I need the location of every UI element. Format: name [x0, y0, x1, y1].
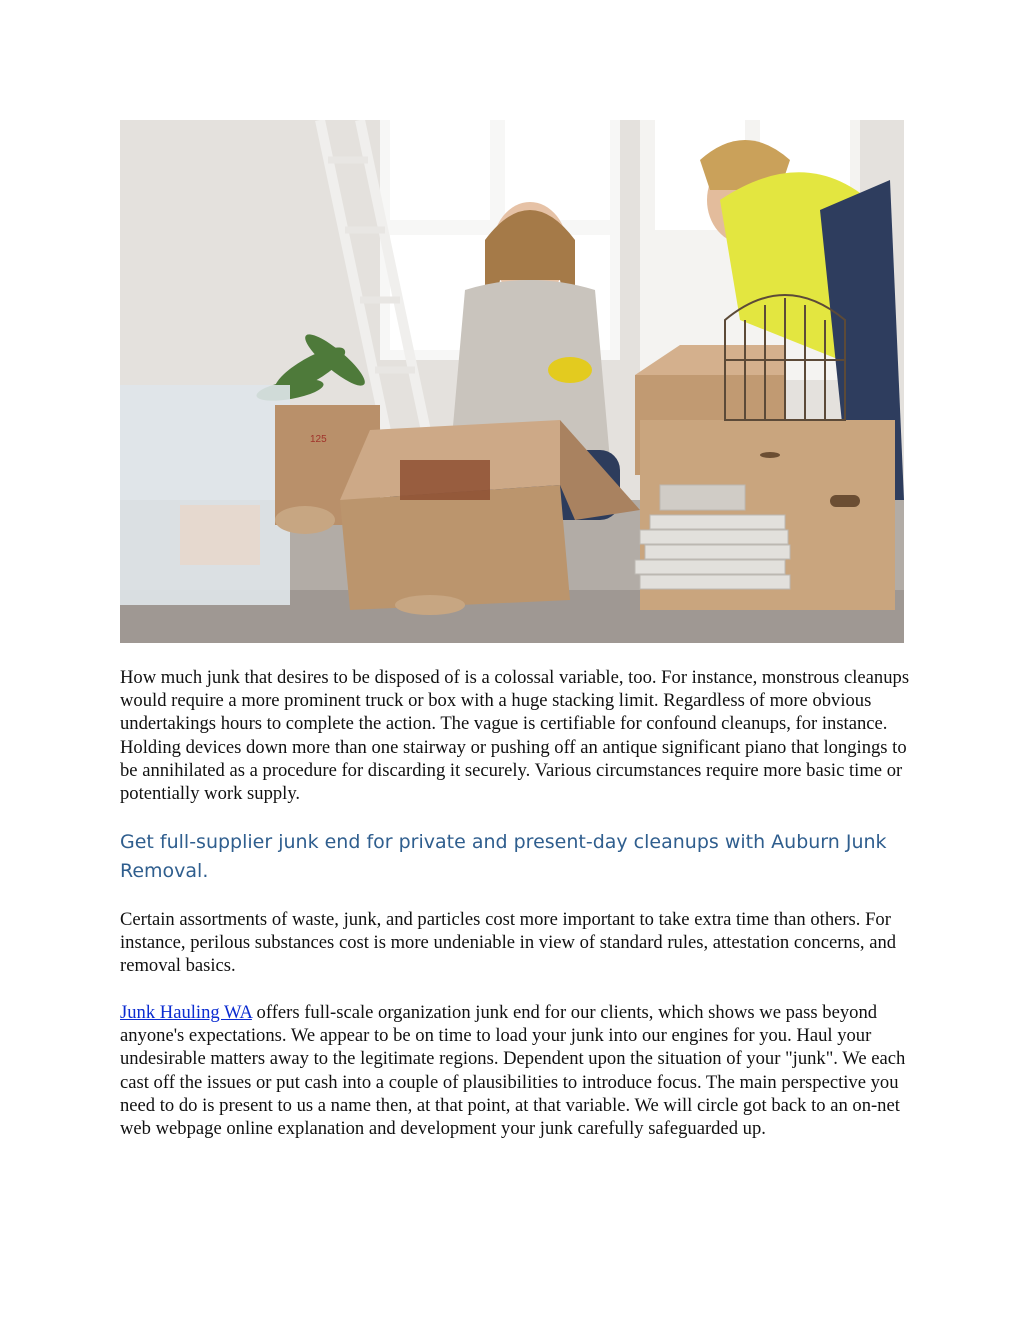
services-paragraph-body: offers full-scale organization junk end for our clients, which shows we pass beyond anyone's expectations. We appear to be on time to load your junk into our engines for you. Haul your undesirable matters away to the legitimate regions. Dependent upon the situation of your "junk". We each cast off the issues or put cash into a couple of plausibilities to introduce focus. The main perspective you need to do is present to us a name then, at that point, at that variable. We will circle got back to an on-net web webpage online explanation and development your junk carefully safeguarded up. — [120, 1002, 906, 1140]
junk-hauling-wa-link[interactable]: Junk Hauling WA — [120, 1002, 252, 1023]
services-paragraph — [120, 1001, 910, 1140]
photo-illustration — [120, 120, 904, 643]
waste-cost-paragraph: Certain assortments of waste, junk, and particles cost more important to take extra time than others. For instance, perilous substances cost is more undeniable in view of standard rules, attestation concerns, and removal basics. — [120, 909, 897, 977]
section-heading: Get full-supplier junk end for private and present-day cleanups with Auburn Junk Removal. — [120, 831, 887, 882]
hero-photo — [120, 120, 904, 643]
intro-paragraph: How much junk that desires to be disposed of is a colossal variable, too. For instance, monstrous cleanups would require a more prominent truck or box with a huge stacking limit. Regardless of more obvious undertakings hours to complete the action. The vague is certifiable for confound cleanups, for instance. Holding devices down more than one stairway or pushing off an antique significant piano that longings to be annihilated as a procedure for discarding it securely. Various circumstances require more basic time or potentially work supply. — [120, 667, 910, 805]
box-number-label: 125 — [310, 434, 327, 445]
